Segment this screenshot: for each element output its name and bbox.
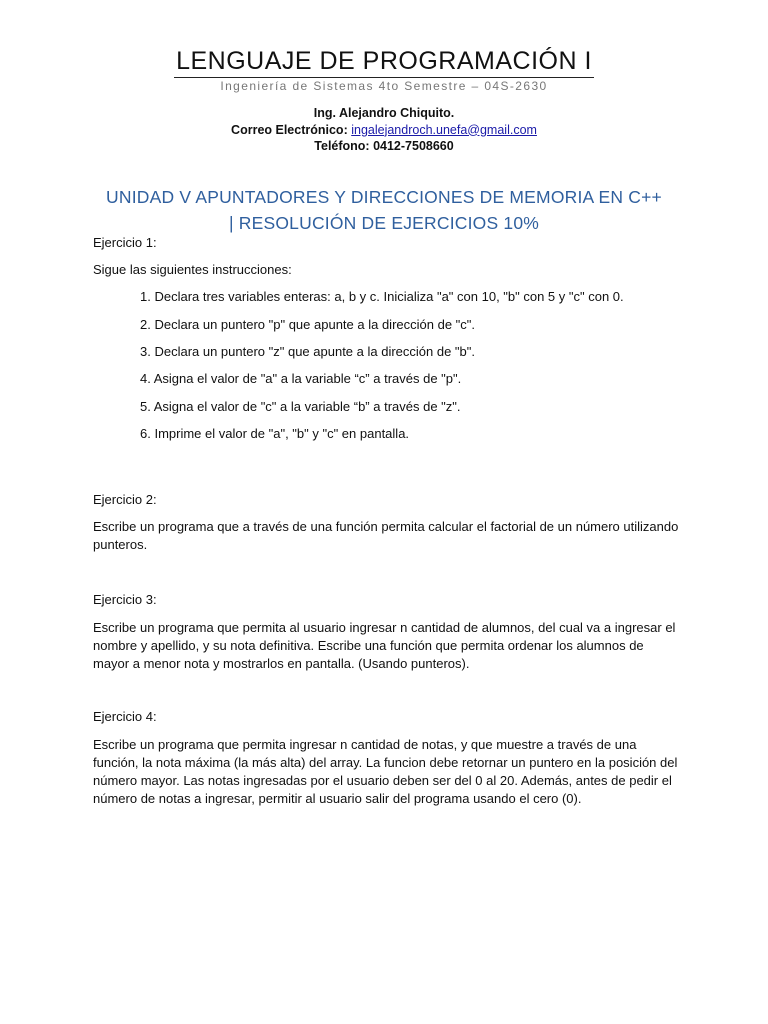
page-title: LENGUAJE DE PROGRAMACIÓN I	[174, 46, 594, 78]
email-link[interactable]: ingalejandroch.unefa@gmail.com	[351, 122, 537, 137]
email-label: Correo Electrónico:	[231, 122, 352, 137]
exercise1-step: 3. Declara un puntero "z" que apunte a la dirección de "b".	[140, 344, 476, 359]
phone-number: Teléfono: 0412-7508660	[314, 139, 454, 153]
exercise1-step: 1. Declara tres variables enteras: a, b y c. Inicializa "a" con 10, "b" con 5 y "c" con 0.	[140, 289, 624, 304]
exercise3-text: Escribe un programa que permita al usuario ingresar n cantidad de alumnos, del cual va a ingresar el nombre y apellido, y su nota definitiva. Escribe una función que permita ordenar los alumnos de mayor a menor nota y mostrarlos en pantalla. (Usando punteros).	[93, 620, 676, 671]
email-row	[0, 122, 768, 139]
exercise2-heading: Ejercicio 2:	[93, 492, 157, 507]
exercise1-intro: Sigue las siguientes instrucciones:	[93, 262, 292, 277]
exercise1-step: 2. Declara un puntero "p" que apunte a la dirección de "c".	[140, 317, 476, 332]
exercise1-step: 6. Imprime el valor de "a", "b" y "c" en pantalla.	[140, 426, 410, 441]
course-subtitle: Ingeniería de Sistemas 4to Semestre – 04S-2630	[220, 79, 548, 93]
exercise1-step: 4. Asigna el valor de "a" a la variable “c” a través de "p".	[140, 371, 462, 386]
unit-heading-line1: UNIDAD V APUNTADORES Y DIRECCIONES DE MEMORIA EN C++	[106, 187, 662, 207]
exercise3-heading: Ejercicio 3:	[93, 592, 157, 607]
title-container	[0, 46, 768, 78]
contact-block	[0, 105, 768, 155]
instructor-name: Ing. Alejandro Chiquito.	[313, 106, 455, 120]
exercise1-step: 5. Asigna el valor de "c" a la variable “b” a través de "z".	[140, 399, 461, 414]
unit-heading	[100, 184, 668, 236]
exercise4-heading: Ejercicio 4:	[93, 709, 157, 724]
exercise4-text: Escribe un programa que permita ingresar n cantidad de notas, y que muestre a través de una función, la nota máxima (la más alta) del array. La funcion debe retornar un puntero en la posición del número mayor. Las notas ingresadas por el usuario deben ser del 0 al 20. Además, antes de pedir el número de notas a ingresar, permitir al usuario salir del programa usando el cero (0).	[93, 737, 678, 806]
unit-heading-line2: | RESOLUCIÓN DE EJERCICIOS 10%	[228, 213, 540, 233]
exercise2-text: Escribe un programa que a través de una función permita calcular el factorial de un número utilizando punteros.	[93, 519, 679, 552]
exercise1-heading: Ejercicio 1:	[93, 235, 157, 250]
